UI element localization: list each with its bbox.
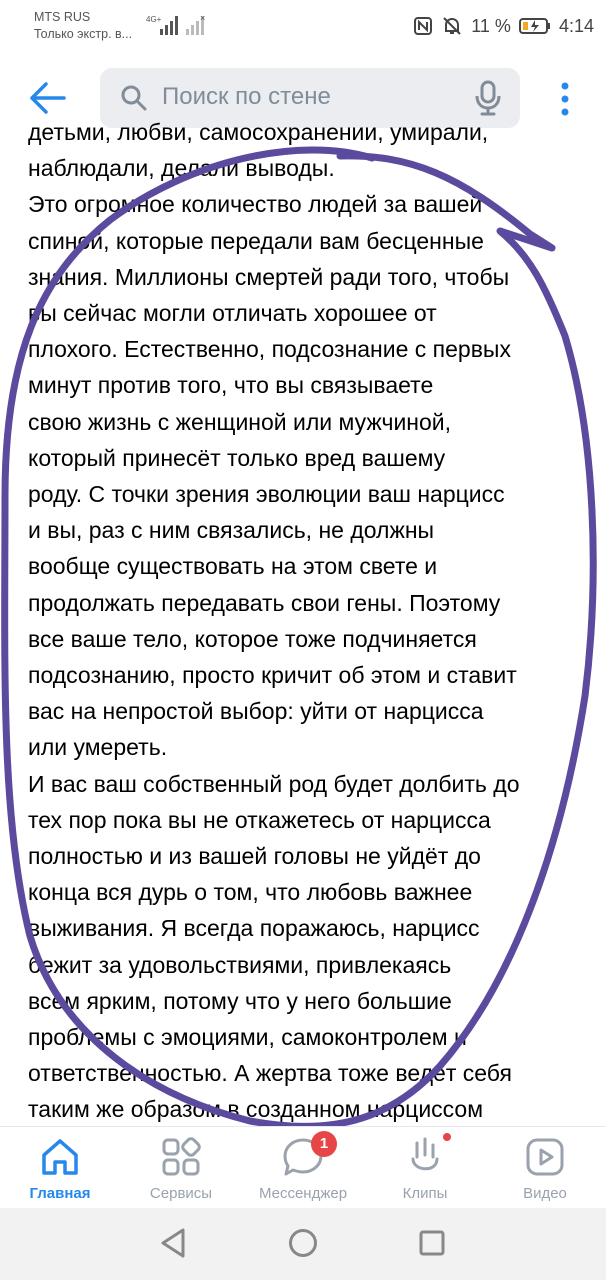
- post-text-line: плохого. Естественно, подсознание с первых: [28, 336, 511, 363]
- post-text: [28, 114, 598, 1128]
- mute-bell-icon: [441, 15, 463, 37]
- tab-clips[interactable]: [370, 1127, 480, 1209]
- nav-recents-icon[interactable]: [417, 1226, 447, 1260]
- post-text-line: вас на непростой выбор: уйти от нарцисса: [28, 698, 484, 725]
- search-icon: [120, 84, 148, 112]
- tab-home-label: Главная: [29, 1185, 91, 1202]
- bottom-tab-bar: [0, 1126, 606, 1209]
- back-arrow-icon[interactable]: [28, 80, 68, 116]
- post-text-line: вы сейчас могли отличать хорошее от: [28, 300, 437, 327]
- post-text-line: конца вся дурь о том, что любовь важнее: [28, 879, 473, 906]
- post-text-line: свою жизнь с женщиной или мужчиной,: [28, 408, 452, 435]
- nav-home-icon[interactable]: [287, 1226, 319, 1260]
- svg-text:×: ×: [200, 13, 206, 23]
- post-text-line: знания. Миллионы смертей ради того, чтобы: [28, 263, 510, 290]
- signal-icon: [146, 13, 210, 37]
- messenger-unread-badge: 1: [311, 1131, 337, 1157]
- tab-services[interactable]: [126, 1127, 236, 1209]
- post-text-line: всем ярким, потому что у него большие: [28, 987, 452, 1014]
- post-text-line: бежит за удовольствиями, привлекаясь: [28, 951, 452, 978]
- tab-video-label: Видео: [523, 1185, 567, 1202]
- search-placeholder: Поиск по стене: [162, 83, 331, 110]
- carrier-name: MTS RUS: [34, 10, 91, 24]
- carrier-info: [34, 9, 132, 43]
- post-text-line: Это огромное количество людей за вашей: [28, 191, 483, 218]
- post-text-line: полностью и из вашей головы не уйдёт до: [28, 843, 481, 870]
- carrier-sub: Только экстр. в...: [34, 27, 133, 41]
- post-text-line: спиной, которые передали вам бесценные: [28, 227, 484, 254]
- clock: 4:14: [558, 15, 594, 36]
- post-text-line: роду. С точки зрения эволюции ваш нарцисс: [28, 481, 505, 508]
- post-text-line: все ваше тело, которое тоже подчиняется: [28, 625, 477, 652]
- post-text-line: ответственностью. А жертва тоже ведёт себя: [28, 1060, 512, 1087]
- tab-messenger[interactable]: [248, 1127, 358, 1209]
- post-text-line: который принесёт только вред вашему: [28, 444, 446, 471]
- post-text-line: тех пор пока вы не откажетесь от нарцисса: [28, 806, 491, 833]
- tab-services-label: Сервисы: [149, 1185, 213, 1202]
- post-text-line: вообще существовать на этом свете и: [28, 553, 438, 580]
- nav-back-icon[interactable]: [158, 1226, 188, 1260]
- post-text-line: минут против того, что вы связываете: [28, 372, 434, 399]
- post-text-line: выживания. Я всегда поражаюсь, нарцисс: [28, 915, 480, 942]
- nfc-icon: [413, 16, 433, 36]
- video-icon: [523, 1135, 567, 1179]
- clips-new-dot: [443, 1133, 451, 1141]
- microphone-icon[interactable]: [474, 80, 502, 116]
- post-text-line: и вы, раз с ним связались, не должны: [28, 517, 435, 544]
- post-text-line: наблюдали, делали выводы.: [28, 155, 335, 182]
- post-text-line: или умереть.: [28, 734, 168, 761]
- services-icon: [159, 1135, 203, 1179]
- tab-home[interactable]: [5, 1127, 115, 1209]
- status-right: [413, 12, 594, 40]
- battery-icon: [519, 17, 551, 35]
- more-options-icon[interactable]: [557, 81, 573, 117]
- post-text-line: подсознанию, просто кричит об этом и ставит: [28, 662, 517, 689]
- status-bar: [0, 0, 606, 60]
- post-text-line: И вас ваш собственный род будет долбить до: [28, 770, 520, 797]
- tab-clips-label: Клипы: [402, 1185, 448, 1202]
- post-text-line: проблемы с эмоциями, самоконтролем и: [28, 1024, 467, 1051]
- post-content: [0, 119, 606, 1126]
- network-type: 4G+: [146, 15, 162, 24]
- clips-icon: [403, 1135, 447, 1179]
- post-text-line: таким же образом в созданном нарциссом: [28, 1096, 484, 1123]
- post-text-line: продолжать передавать свои гены. Поэтому: [28, 589, 501, 616]
- post-text-line: детьми, любви, самосохранении, умирали,: [28, 119, 489, 145]
- system-nav-bar: [0, 1208, 606, 1280]
- home-icon: [38, 1135, 82, 1179]
- tab-video[interactable]: [490, 1127, 600, 1209]
- battery-percent: 11 %: [471, 15, 511, 36]
- tab-messenger-label: Мессенджер: [258, 1185, 348, 1202]
